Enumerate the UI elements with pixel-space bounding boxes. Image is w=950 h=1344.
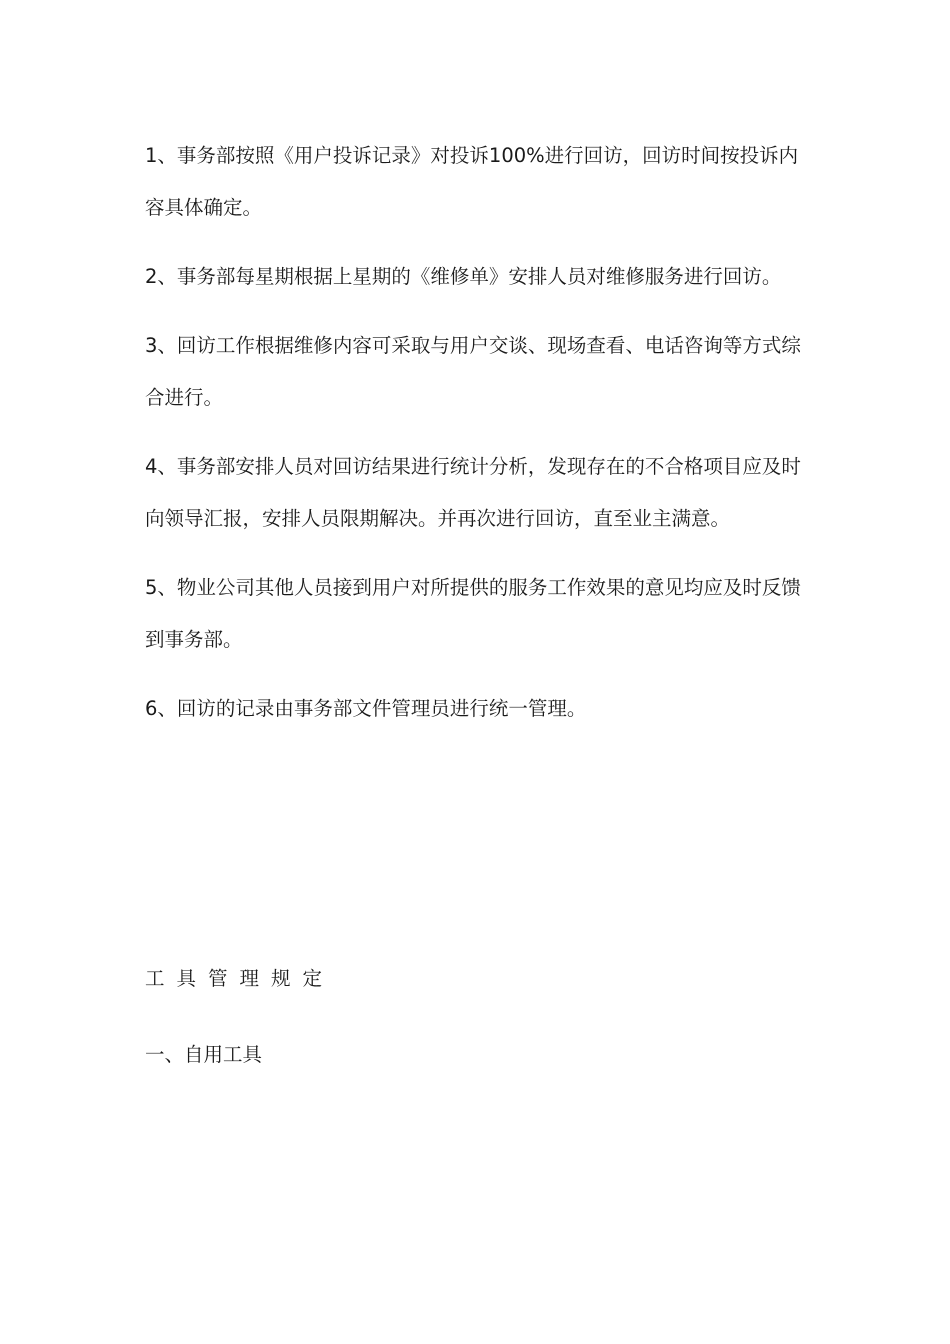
paragraph-5: 5、物业公司其他人员接到用户对所提供的服务工作效果的意见均应及时反馈到事务部。	[145, 576, 801, 651]
subsection-title: 一、自用工具	[145, 1043, 263, 1066]
paragraph-6: 6、回访的记录由事务部文件管理员进行统一管理。	[145, 697, 587, 720]
section-title: 工具管理规定	[145, 967, 335, 990]
paragraph-2: 2、事务部每星期根据上星期的《维修单》安排人员对维修服务进行回访。	[145, 265, 782, 288]
paragraph-4: 4、事务部安排人员对回访结果进行统计分析，发现存在的不合格项目应及时向领导汇报，安排人员限期解决。并再次进行回访，直至业主满意。	[145, 455, 801, 530]
paragraph-3: 3、回访工作根据维修内容可采取与用户交谈、现场查看、电话咨询等方式综合进行。	[145, 334, 801, 409]
paragraph-1: 1、事务部按照《用户投诉记录》对投诉100%进行回访，回访时间按投诉内容具体确定。	[145, 144, 799, 219]
document-body	[145, 130, 810, 752]
